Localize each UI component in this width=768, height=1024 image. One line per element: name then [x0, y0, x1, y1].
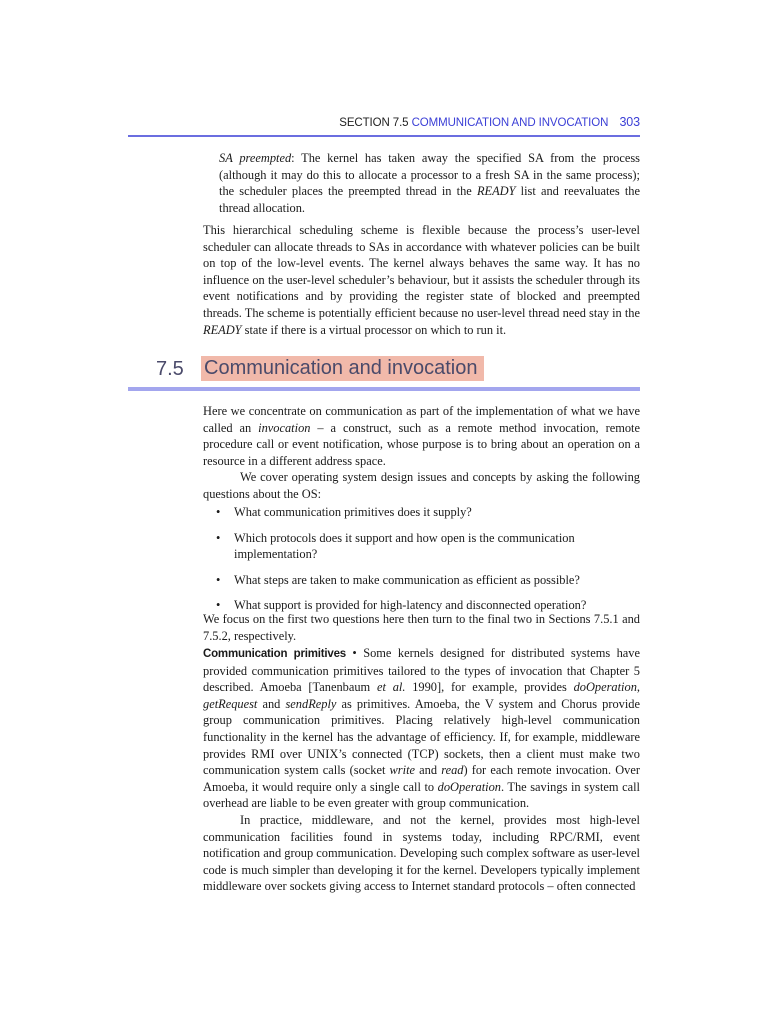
- dooperation-term: doOperation: [573, 680, 637, 695]
- read-term: read: [441, 763, 464, 778]
- bullet-glyph: •: [216, 530, 221, 545]
- bullet-glyph: •: [216, 572, 221, 587]
- sendreply-term: sendReply: [285, 696, 337, 711]
- focus-paragraph: We focus on the first two questions here then turn to the final two in Sections 7.5.1 and 7.5.2, respectively.: [203, 612, 640, 643]
- list-item: [216, 530, 640, 563]
- section-rule: [128, 387, 640, 391]
- section-heading: Communication and invocation: [201, 356, 484, 381]
- prim-comma: ,: [636, 680, 640, 695]
- sa-preempted-paragraph: [219, 150, 640, 216]
- ready-term: READY: [476, 184, 516, 199]
- invocation-term: invocation: [258, 420, 311, 435]
- prim-and: and: [257, 696, 286, 711]
- hier-text-2: state if there is a virtual processor on which to run it.: [241, 322, 507, 337]
- page-number: 303: [619, 115, 640, 129]
- prim-text-5: . The savings in system call overhead are liable to be even greater with group communication.: [203, 779, 640, 811]
- communication-primitives-paragraph: [203, 645, 640, 895]
- write-term: write: [389, 763, 416, 778]
- intro-paragraph: [203, 403, 640, 503]
- et-al-term: et al.: [376, 680, 406, 695]
- run-in-heading: Communication primitives: [203, 648, 346, 660]
- prim-text-4: ) for each remote invocation. Over Amoeba, it would require only a single call to: [203, 763, 641, 794]
- getrequest-term: getRequest: [203, 696, 258, 711]
- list-item-text: What steps are taken to make communication as efficient as possible?: [234, 572, 580, 587]
- prim-text-1: Some kernels designed for distributed systems have provided communication primitives tailored to the types of invocation that Chapter 5 described. Amoeba [Tanenbaum: [203, 646, 640, 695]
- running-header-text: [339, 115, 640, 129]
- hierarchical-scheduling-paragraph: [203, 222, 640, 338]
- intro-text-2: – a construct, such as a remote method invocation, remote procedure call or event notification, whose purpose is to bring about an operation on a resource in a different address space.: [203, 420, 640, 468]
- ready-term: READY: [203, 322, 242, 337]
- question-list: [216, 504, 640, 623]
- intro-text-1: Here we concentrate on communication as part of the implementation of what we have called an: [203, 404, 640, 435]
- hier-text-1: This hierarchical scheduling scheme is flexible because the process’s user-level scheduler can allocate threads to SAs in accordance with whatever policies can be built on top of the low-level events. The kernel always behaves the same way. It has no influence on the user-level scheduler’s behaviour, but it assists the scheduler through its event notifications and by providing the register state of blocked and preempted threads. The scheme is potentially efficient because no user-level thread need stay in the: [203, 223, 640, 320]
- list-item: [216, 572, 640, 589]
- header-section-title: COMMUNICATION AND INVOCATION: [411, 117, 609, 129]
- section-number: 7.5: [156, 358, 184, 380]
- list-item: [216, 504, 640, 521]
- prim-and-2: and: [415, 763, 442, 778]
- header-section-label: SECTION 7.5: [339, 117, 409, 129]
- run-in-bullet: •: [345, 646, 364, 660]
- dooperation-term: doOperation: [437, 779, 501, 794]
- prim-text-2: 1990], for example, provides: [405, 680, 574, 695]
- sa-preempted-text-1: : The kernel has taken away the specified SA from the process (although it may do this to allocate a processor to a fresh SA in the same process); the scheduler places the preempted thread in the: [219, 151, 640, 199]
- sa-preempted-text-2: list and reevaluates the thread allocation.: [219, 184, 641, 215]
- cover-text: We cover operating system design issues and concepts by asking the following questions about the OS:: [203, 470, 640, 501]
- bullet-glyph: •: [216, 598, 221, 613]
- running-header: [128, 113, 640, 137]
- list-item-text: What communication primitives does it supply?: [234, 505, 472, 519]
- sa-preempted-term: SA preempted: [219, 151, 292, 165]
- practice-text: In practice, middleware, and not the kernel, provides most high-level communication facilities found in systems today, including RPC/RMI, event notification and group communication. Developing such complex software as user-level code is much simpler than developing it for the kernel. Developers typically implement middleware over sockets giving access to Internet standard protocols – often connected: [203, 812, 640, 894]
- list-item-text: What support is provided for high-latency and disconnected operation?: [234, 598, 587, 613]
- prim-text-3: as primitives. Amoeba, the V system and Chorus provide group communication primitives. Placing relatively high-level communication functionality in the kernel has the advantage of efficiency. If, for example, middleware provides RMI over UNIX’s connected (TCP) sockets, then a client must make two communication system calls (socket: [203, 696, 640, 778]
- bullet-glyph: •: [216, 505, 221, 519]
- list-item-text: Which protocols does it support and how open is the communication implementation?: [234, 530, 575, 562]
